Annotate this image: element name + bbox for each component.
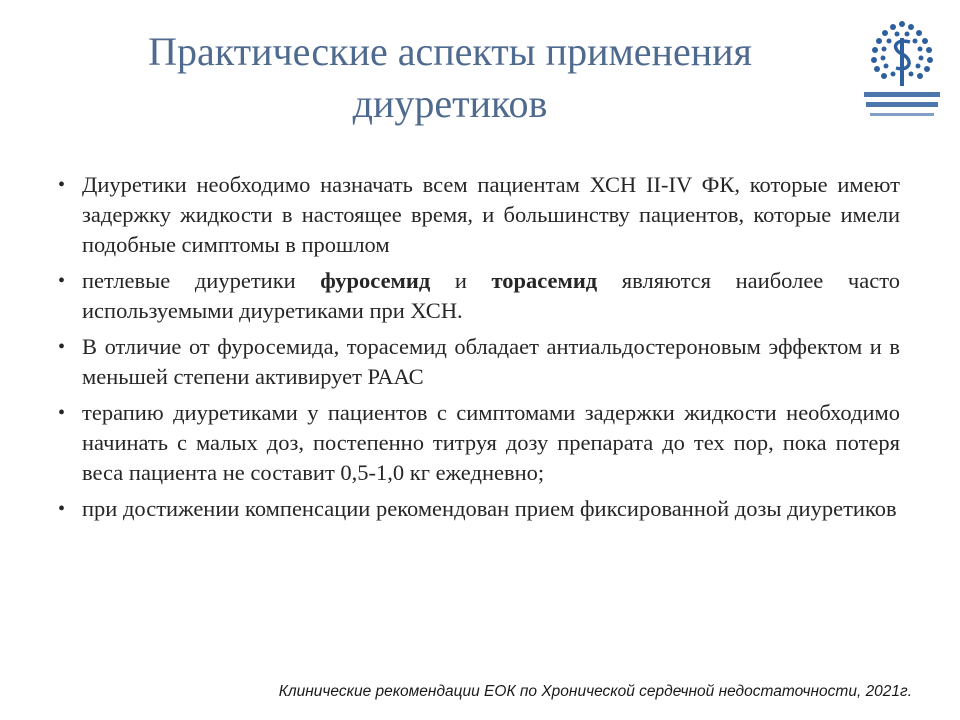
list-item bbox=[58, 170, 900, 260]
bullet-text: при достижении компенсации рекомендован прием фиксированной дозы диуретиков bbox=[82, 496, 897, 521]
bullet-text: Диуретики необходимо назначать всем пациентам ХСН II-IV ФК, которые имеют задержку жидкости в настоящее время, и большинству пациентов, которые имели подобные симптомы в прошлом bbox=[82, 172, 900, 257]
bullet-icon: • bbox=[58, 270, 66, 292]
bullet-text: терапию диуретиками у пациентов с симптомами задержки жидкости необходимо начинать с малых доз, постепенно титруя дозу препарата до тех пор, пока потеря веса пациента не составит 0,5-1,0 кг ежедневно; bbox=[82, 400, 900, 485]
list-item bbox=[58, 398, 900, 488]
bullet-text-mid: и bbox=[430, 268, 492, 293]
slide-title bbox=[60, 26, 840, 130]
sechenov-university-logo-icon bbox=[856, 14, 948, 126]
bullet-bold-torasemide: торасемид bbox=[491, 268, 598, 293]
bullet-icon: • bbox=[58, 402, 66, 424]
slide-title-line1: Практические аспекты применения bbox=[148, 29, 752, 74]
list-item bbox=[58, 494, 900, 524]
list-item bbox=[58, 266, 900, 326]
list-item bbox=[58, 332, 900, 392]
bullet-icon: • bbox=[58, 336, 66, 358]
bullet-text-post: являются наиболее часто используемыми диуретиками при ХСН. bbox=[82, 268, 900, 323]
bullet-list bbox=[58, 170, 900, 530]
bullet-text: В отличие от фуросемида, торасемид обладает антиальдостероновым эффектом и в меньшей степени активирует РААС bbox=[82, 334, 900, 389]
citation-footer: Клинические рекомендации ЕОК по Хронической сердечной недостаточности, 2021г. bbox=[278, 683, 912, 700]
bullet-text-pre: петлевые диуретики bbox=[82, 268, 321, 293]
bullet-icon: • bbox=[58, 174, 66, 196]
bullet-bold-furosemide: фуросемид bbox=[320, 268, 431, 293]
bullet-icon: • bbox=[58, 498, 66, 520]
slide-title-line2: диуретиков bbox=[352, 81, 548, 126]
